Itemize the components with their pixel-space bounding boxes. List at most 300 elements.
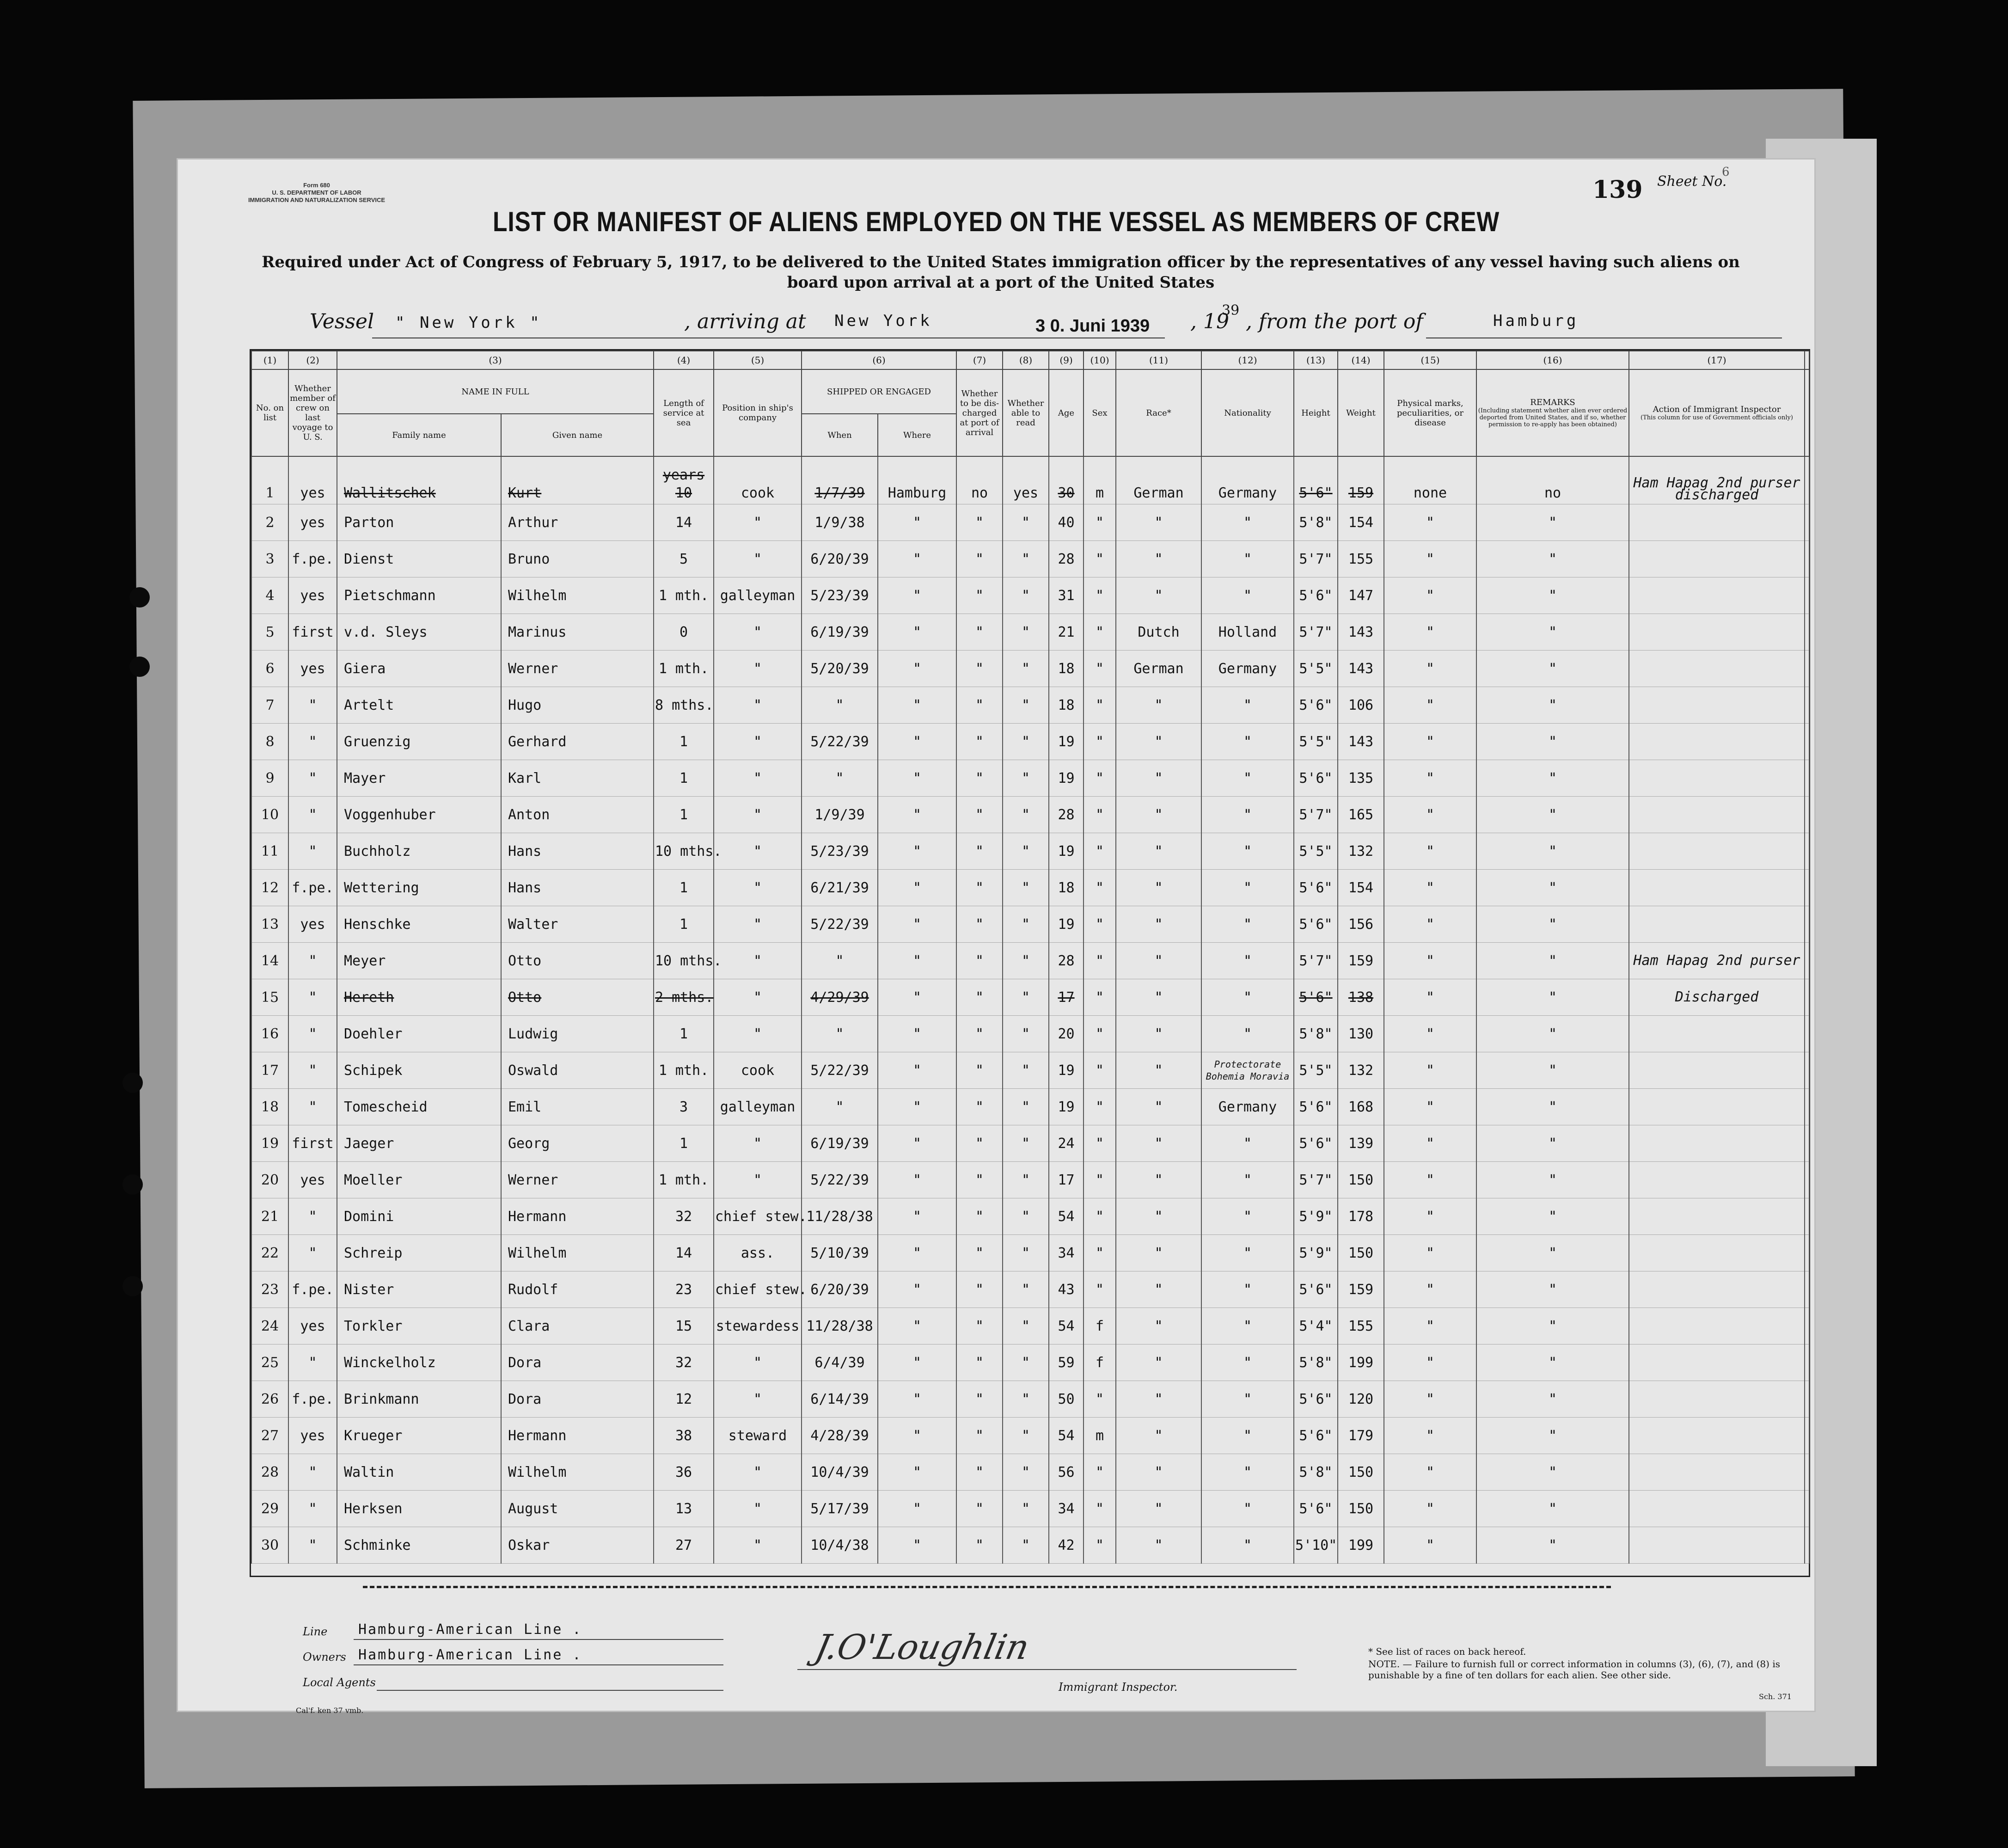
cell-age: 19 <box>1049 1089 1084 1125</box>
cell-nationality: " <box>1201 760 1294 797</box>
cell-age: 18 <box>1049 687 1084 724</box>
cell-nationality: " <box>1201 979 1294 1016</box>
cell-physical-marks: " <box>1384 1271 1476 1308</box>
cell-family-name: Hereth <box>337 979 501 1016</box>
document-subtitle: Required under Act of Congress of February 5, 1917, to be delivered to the United States immigration officer by the representatives of any vessel having such aliens on board upon arrival at a port of the United States <box>262 253 1740 292</box>
line-value: Hamburg-American Line . <box>358 1621 582 1638</box>
cell-sex: " <box>1084 906 1116 943</box>
col-weight: Weight <box>1338 369 1384 456</box>
punch-hole <box>129 657 150 677</box>
cell-nationality: " <box>1201 724 1294 760</box>
cell-last-voyage: yes <box>288 1308 337 1345</box>
cell-remarks: " <box>1476 1308 1629 1345</box>
cell-remarks: " <box>1476 1454 1629 1491</box>
cell-nationality: " <box>1201 1454 1294 1491</box>
cell-shipped-where: " <box>878 504 956 541</box>
cell-last-voyage: " <box>288 979 337 1016</box>
cell-shipped-where: " <box>878 1089 956 1125</box>
cell-race: " <box>1116 504 1201 541</box>
cell-shipped-when: 5/22/39 <box>802 724 878 760</box>
cell-weight: 143 <box>1338 614 1384 651</box>
punch-hole <box>122 1276 143 1296</box>
cell-age: 43 <box>1049 1271 1084 1308</box>
cell-given-name: Hans <box>501 833 654 870</box>
cell-inspector-action <box>1629 906 1805 943</box>
cell-height: 5'6" <box>1294 1381 1338 1418</box>
schedule-code: Sch. 371 <box>1759 1692 1792 1701</box>
cell-remarks: " <box>1476 1162 1629 1198</box>
col-shipped: SHIPPED OR ENGAGED <box>802 369 956 414</box>
cell-shipped-where: " <box>878 979 956 1016</box>
cell-length-service: 1 <box>654 1016 714 1052</box>
cell-given-name: Bruno <box>501 541 654 577</box>
cell-physical-marks: " <box>1384 1345 1476 1381</box>
cell-last-voyage: " <box>288 1198 337 1235</box>
col-no-on-list: No. on list <box>251 369 288 456</box>
cell-given-name: Oskar <box>501 1527 654 1564</box>
cell-physical-marks: " <box>1384 1016 1476 1052</box>
col-remarks-title: REMARKS <box>1530 398 1575 407</box>
cell-row-number: 9 <box>251 760 288 797</box>
crew-row <box>251 577 1809 614</box>
cell-weight: 139 <box>1338 1125 1384 1162</box>
cell-shipped-when: 5/22/39 <box>802 906 878 943</box>
cell-race: " <box>1116 541 1201 577</box>
cell-shipped-where: " <box>878 577 956 614</box>
cell-nationality: " <box>1201 1235 1294 1271</box>
cell-shipped-when: 6/19/39 <box>802 1125 878 1162</box>
cell-inspector-action <box>1629 1198 1805 1235</box>
cell-sex: f <box>1084 1308 1116 1345</box>
cell-position: " <box>714 614 802 651</box>
crew-row <box>251 870 1809 906</box>
year-suffix: 39 <box>1222 302 1240 319</box>
cell-age: 50 <box>1049 1381 1084 1418</box>
cell-height: 5'8" <box>1294 1345 1338 1381</box>
cell-margin <box>1805 1016 1809 1052</box>
cell-margin <box>1805 1345 1809 1381</box>
cell-inspector-action <box>1629 1162 1805 1198</box>
cell-length-service: 27 <box>654 1527 714 1564</box>
cell-sex: " <box>1084 1381 1116 1418</box>
cell-given-name: Dora <box>501 1381 654 1418</box>
cell-remarks: " <box>1476 724 1629 760</box>
cell-family-name: Waltin <box>337 1454 501 1491</box>
cell-length-service: 10 mths. <box>654 833 714 870</box>
cell-able-to-read: " <box>1003 1089 1049 1125</box>
cell-shipped-where: " <box>878 760 956 797</box>
cell-to-be-discharged: " <box>956 1125 1003 1162</box>
cell-family-name: v.d. Sleys <box>337 614 501 651</box>
cell-last-voyage: first <box>288 614 337 651</box>
cell-nationality: " <box>1201 541 1294 577</box>
cell-inspector-action: Ham Hapag 2nd purser discharged <box>1629 456 1805 504</box>
cell-remarks: " <box>1476 577 1629 614</box>
column-number-row <box>251 351 1809 369</box>
crew-row <box>251 943 1809 979</box>
crew-row <box>251 1198 1809 1235</box>
cell-age: 31 <box>1049 577 1084 614</box>
cell-length-service: 13 <box>654 1491 714 1527</box>
cell-shipped-when: 4/29/39 <box>802 979 878 1016</box>
col-remarks <box>1476 369 1629 456</box>
cell-weight: 179 <box>1338 1418 1384 1454</box>
cell-family-name: Gruenzig <box>337 724 501 760</box>
cell-margin <box>1805 1198 1809 1235</box>
cell-physical-marks: " <box>1384 870 1476 906</box>
cell-length-service: 1 <box>654 797 714 833</box>
col-discharged: Whether to be dis-charged at port of arrival <box>956 369 1003 456</box>
cell-remarks: " <box>1476 906 1629 943</box>
cell-nationality: " <box>1201 833 1294 870</box>
cell-shipped-where: " <box>878 1418 956 1454</box>
cell-to-be-discharged: " <box>956 504 1003 541</box>
cell-remarks: " <box>1476 1052 1629 1089</box>
cell-sex: " <box>1084 1016 1116 1052</box>
sheet-number: 6 <box>1722 165 1730 179</box>
cell-height: 5'9" <box>1294 1198 1338 1235</box>
cell-length-service: 0 <box>654 614 714 651</box>
cell-inspector-action <box>1629 870 1805 906</box>
inspector-signature: J.O'Loughlin <box>811 1627 1033 1667</box>
cell-shipped-where: " <box>878 1527 956 1564</box>
cell-age: 17 <box>1049 1162 1084 1198</box>
cell-last-voyage: " <box>288 1052 337 1089</box>
cell-remarks: " <box>1476 1491 1629 1527</box>
cell-last-voyage: " <box>288 1527 337 1564</box>
cell-age: 17 <box>1049 979 1084 1016</box>
cell-last-voyage: yes <box>288 456 337 504</box>
cell-height: 5'6" <box>1294 1271 1338 1308</box>
cell-position: chief stew. <box>714 1198 802 1235</box>
cell-last-voyage: " <box>288 1089 337 1125</box>
colnum-10: (10) <box>1084 351 1116 369</box>
cell-physical-marks: " <box>1384 797 1476 833</box>
cell-shipped-when: 5/23/39 <box>802 833 878 870</box>
cell-shipped-when: 5/23/39 <box>802 577 878 614</box>
cell-remarks: " <box>1476 1089 1629 1125</box>
cell-margin <box>1805 1125 1809 1162</box>
cell-shipped-when: 1/9/39 <box>802 797 878 833</box>
colnum-14: (14) <box>1338 351 1384 369</box>
cell-margin <box>1805 456 1809 504</box>
cell-weight: 155 <box>1338 541 1384 577</box>
cell-margin <box>1805 1491 1809 1527</box>
cell-last-voyage: first <box>288 1125 337 1162</box>
cell-weight: 132 <box>1338 1052 1384 1089</box>
cell-height: 5'8" <box>1294 1454 1338 1491</box>
owners-label: Owners <box>303 1651 346 1664</box>
cell-row-number: 30 <box>251 1527 288 1564</box>
vessel-label: Vessel <box>310 310 374 333</box>
cell-length-service: 32 <box>654 1345 714 1381</box>
cell-to-be-discharged: " <box>956 541 1003 577</box>
cell-margin <box>1805 870 1809 906</box>
cell-row-number: 10 <box>251 797 288 833</box>
crew-row <box>251 724 1809 760</box>
cell-remarks: " <box>1476 1381 1629 1418</box>
cell-inspector-action <box>1629 504 1805 541</box>
cell-inspector-action <box>1629 651 1805 687</box>
cell-margin <box>1805 1162 1809 1198</box>
cell-remarks: " <box>1476 614 1629 651</box>
crew-row <box>251 614 1809 651</box>
note-races: * See list of races on back hereof. <box>1368 1646 1526 1657</box>
cell-family-name: Wallitschek <box>337 456 501 504</box>
cell-margin <box>1805 577 1809 614</box>
cell-remarks: " <box>1476 1016 1629 1052</box>
cell-position: " <box>714 979 802 1016</box>
col-action <box>1629 369 1805 456</box>
cell-sex: " <box>1084 1052 1116 1089</box>
cell-shipped-where: " <box>878 797 956 833</box>
colnum-5: (5) <box>714 351 802 369</box>
cell-shipped-where: " <box>878 1198 956 1235</box>
cell-age: 18 <box>1049 870 1084 906</box>
cell-shipped-where: " <box>878 651 956 687</box>
cell-row-number: 4 <box>251 577 288 614</box>
cell-to-be-discharged: " <box>956 1418 1003 1454</box>
cell-sex: " <box>1084 833 1116 870</box>
cell-inspector-action <box>1629 1381 1805 1418</box>
cell-weight: 150 <box>1338 1491 1384 1527</box>
col-nationality: Nationality <box>1201 369 1294 456</box>
cell-age: 21 <box>1049 614 1084 651</box>
cell-remarks: " <box>1476 1418 1629 1454</box>
cell-remarks: " <box>1476 1527 1629 1564</box>
colnum-12: (12) <box>1201 351 1294 369</box>
page-number: 139 <box>1592 176 1643 204</box>
cell-nationality: " <box>1201 1527 1294 1564</box>
cell-able-to-read: " <box>1003 1271 1049 1308</box>
cell-position: " <box>714 724 802 760</box>
col-name-in-full: NAME IN FULL <box>337 369 654 414</box>
cell-shipped-when: 6/20/39 <box>802 541 878 577</box>
cell-able-to-read: yes <box>1003 456 1049 504</box>
cell-to-be-discharged: " <box>956 1052 1003 1089</box>
colnum-2: (2) <box>288 351 337 369</box>
cell-to-be-discharged: " <box>956 943 1003 979</box>
cell-sex: m <box>1084 1418 1116 1454</box>
col-age: Age <box>1049 369 1084 456</box>
cell-age: 54 <box>1049 1308 1084 1345</box>
cell-shipped-where: " <box>878 1454 956 1491</box>
cell-position: ass. <box>714 1235 802 1271</box>
cell-race: " <box>1116 760 1201 797</box>
cell-last-voyage: f.pe. <box>288 870 337 906</box>
cell-physical-marks: " <box>1384 1198 1476 1235</box>
cell-margin <box>1805 797 1809 833</box>
cell-weight: 156 <box>1338 906 1384 943</box>
cell-inspector-action <box>1629 577 1805 614</box>
col-action-title: Action of Immigrant Inspector <box>1653 405 1781 414</box>
cell-race: " <box>1116 1454 1201 1491</box>
cell-inspector-action <box>1629 1454 1805 1491</box>
cell-row-number: 2 <box>251 504 288 541</box>
cell-sex: " <box>1084 614 1116 651</box>
from-port: Hamburg <box>1493 312 1579 330</box>
cell-given-name: Karl <box>501 760 654 797</box>
cell-shipped-when: 6/14/39 <box>802 1381 878 1418</box>
document-title: LIST OR MANIFEST OF ALIENS EMPLOYED ON THE VESSEL AS MEMBERS OF CREW <box>492 206 1500 237</box>
cell-remarks: " <box>1476 504 1629 541</box>
col-position: Position in ship's company <box>714 369 802 456</box>
cell-shipped-when: 4/28/39 <box>802 1418 878 1454</box>
cell-position: stewardess <box>714 1308 802 1345</box>
cell-row-number: 3 <box>251 541 288 577</box>
cell-last-voyage: " <box>288 760 337 797</box>
crew-row <box>251 1381 1809 1418</box>
cell-length-service: 1 <box>654 760 714 797</box>
cell-race: " <box>1116 1345 1201 1381</box>
cell-able-to-read: " <box>1003 1308 1049 1345</box>
cell-given-name: Clara <box>501 1308 654 1345</box>
cell-weight: 159 <box>1338 1271 1384 1308</box>
cell-shipped-when: 10/4/39 <box>802 1454 878 1491</box>
cell-age: 54 <box>1049 1198 1084 1235</box>
cell-to-be-discharged: " <box>956 1345 1003 1381</box>
cell-height: 5'6" <box>1294 577 1338 614</box>
cell-inspector-action <box>1629 687 1805 724</box>
cell-physical-marks: " <box>1384 1454 1476 1491</box>
cell-family-name: Parton <box>337 504 501 541</box>
cell-last-voyage: " <box>288 1235 337 1271</box>
cell-race: German <box>1116 651 1201 687</box>
cell-shipped-when: 6/21/39 <box>802 870 878 906</box>
cell-inspector-action <box>1629 1271 1805 1308</box>
crew-row <box>251 541 1809 577</box>
cell-family-name: Henschke <box>337 906 501 943</box>
cell-age: 30 <box>1049 456 1084 504</box>
cell-height: 5'6" <box>1294 870 1338 906</box>
cell-shipped-when: 1/9/38 <box>802 504 878 541</box>
cell-nationality: " <box>1201 1418 1294 1454</box>
cell-row-number: 23 <box>251 1271 288 1308</box>
col-height: Height <box>1294 369 1338 456</box>
col-physical: Physical marks, peculiarities, or disease <box>1384 369 1476 456</box>
cell-length-service: 36 <box>654 1454 714 1491</box>
col-length-service: Length of service at sea <box>654 369 714 456</box>
cell-row-number: 20 <box>251 1162 288 1198</box>
cell-given-name: Hugo <box>501 687 654 724</box>
cell-shipped-where: " <box>878 1235 956 1271</box>
cell-able-to-read: " <box>1003 724 1049 760</box>
cell-row-number: 28 <box>251 1454 288 1491</box>
cell-last-voyage: " <box>288 687 337 724</box>
owners-value: Hamburg-American Line . <box>358 1647 582 1663</box>
cell-last-voyage: " <box>288 1491 337 1527</box>
cell-margin <box>1805 1235 1809 1271</box>
cell-to-be-discharged: " <box>956 1162 1003 1198</box>
cell-family-name: Domini <box>337 1198 501 1235</box>
cell-weight: 159 <box>1338 456 1384 504</box>
cell-to-be-discharged: " <box>956 1271 1003 1308</box>
cell-position: galleyman <box>714 1089 802 1125</box>
vessel-line <box>178 302 1814 342</box>
cell-height: 5'6" <box>1294 760 1338 797</box>
cell-able-to-read: " <box>1003 833 1049 870</box>
cell-sex: f <box>1084 1345 1116 1381</box>
cell-height: 5'6" <box>1294 687 1338 724</box>
cell-age: 42 <box>1049 1527 1084 1564</box>
cell-shipped-when: " <box>802 1016 878 1052</box>
cell-remarks: " <box>1476 870 1629 906</box>
cell-age: 24 <box>1049 1125 1084 1162</box>
cell-sex: " <box>1084 541 1116 577</box>
cell-row-number: 14 <box>251 943 288 979</box>
cell-inspector-action <box>1629 541 1805 577</box>
col-when: When <box>802 414 878 456</box>
cell-family-name: Giera <box>337 651 501 687</box>
inspector-label: Immigrant Inspector. <box>1059 1681 1178 1694</box>
cell-able-to-read: " <box>1003 1162 1049 1198</box>
cell-sex: " <box>1084 1198 1116 1235</box>
cell-weight: 135 <box>1338 760 1384 797</box>
col-read: Whether able to read <box>1003 369 1049 456</box>
cell-last-voyage: yes <box>288 906 337 943</box>
cell-row-number: 21 <box>251 1198 288 1235</box>
colnum-8: (8) <box>1003 351 1049 369</box>
cell-height: 5'9" <box>1294 1235 1338 1271</box>
crew-row <box>251 1271 1809 1308</box>
cell-able-to-read: " <box>1003 1491 1049 1527</box>
cell-height: 5'6" <box>1294 906 1338 943</box>
col-last-voyage: Whether member of crew on last voyage to U. S. <box>288 369 337 456</box>
cell-able-to-read: " <box>1003 870 1049 906</box>
cell-last-voyage: " <box>288 1345 337 1381</box>
cell-last-voyage: yes <box>288 504 337 541</box>
cell-physical-marks: " <box>1384 906 1476 943</box>
colnum-1: (1) <box>251 351 288 369</box>
cell-to-be-discharged: " <box>956 1016 1003 1052</box>
cell-race: " <box>1116 797 1201 833</box>
cell-shipped-where: " <box>878 943 956 979</box>
cell-weight: 150 <box>1338 1454 1384 1491</box>
cell-margin <box>1805 504 1809 541</box>
cell-to-be-discharged: " <box>956 797 1003 833</box>
cell-to-be-discharged: " <box>956 906 1003 943</box>
cell-race: " <box>1116 687 1201 724</box>
cell-position: " <box>714 943 802 979</box>
cell-shipped-when: 6/19/39 <box>802 614 878 651</box>
cell-given-name: Dora <box>501 1345 654 1381</box>
cell-physical-marks: " <box>1384 1052 1476 1089</box>
cell-height: 5'6" <box>1294 456 1338 504</box>
cell-height: 5'10" <box>1294 1527 1338 1564</box>
cell-race: " <box>1116 577 1201 614</box>
cell-family-name: Schminke <box>337 1527 501 1564</box>
cell-physical-marks: " <box>1384 541 1476 577</box>
cell-family-name: Schipek <box>337 1052 501 1089</box>
cell-sex: " <box>1084 1125 1116 1162</box>
cell-last-voyage: f.pe. <box>288 1381 337 1418</box>
cell-given-name: Marinus <box>501 614 654 651</box>
cell-row-number: 13 <box>251 906 288 943</box>
cell-row-number: 19 <box>251 1125 288 1162</box>
cell-weight: 143 <box>1338 651 1384 687</box>
cell-sex: " <box>1084 651 1116 687</box>
cell-position: " <box>714 541 802 577</box>
cell-position: " <box>714 1125 802 1162</box>
cell-age: 19 <box>1049 724 1084 760</box>
cell-to-be-discharged: " <box>956 1454 1003 1491</box>
cell-given-name: Hermann <box>501 1418 654 1454</box>
cell-position: chief stew. <box>714 1271 802 1308</box>
cell-height: 5'5" <box>1294 724 1338 760</box>
cell-position: " <box>714 833 802 870</box>
cell-remarks: no <box>1476 456 1629 504</box>
cell-able-to-read: " <box>1003 760 1049 797</box>
